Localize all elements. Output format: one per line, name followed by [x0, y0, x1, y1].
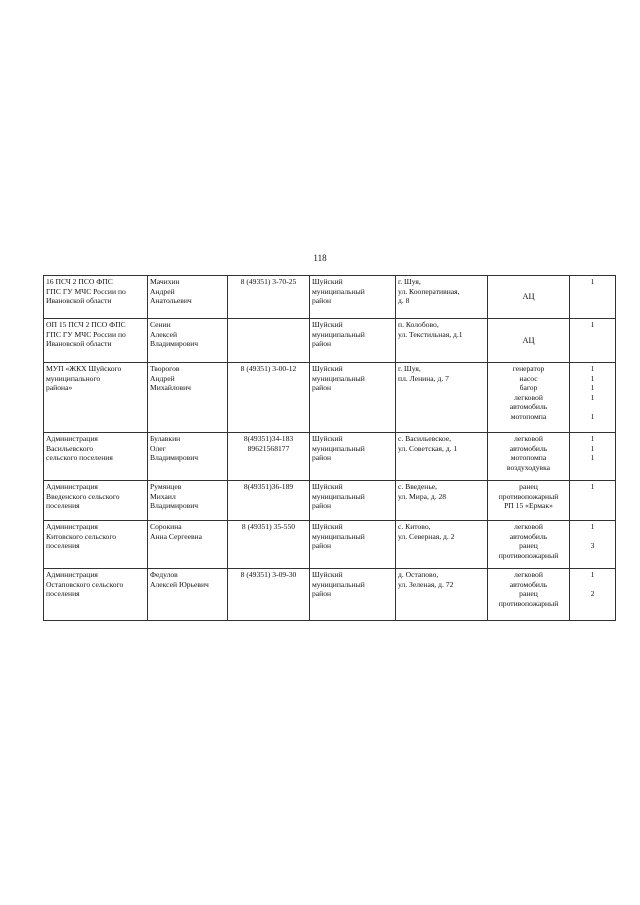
table-row [44, 481, 616, 521]
count-cell: 1 [570, 481, 616, 521]
district-cell: Шуйский муниципальный район [310, 319, 396, 363]
district-cell: Шуйский муниципальный район [310, 521, 396, 569]
table-row [44, 521, 616, 569]
head-cell: Сорокина Анна Сергеевна [148, 521, 228, 569]
count-cell: 1 [570, 276, 616, 319]
phone-cell: 8(49351)34-183 89621568177 [228, 433, 310, 481]
address-cell: г. Шуя, ул. Кооперативная, д. 8 [396, 276, 488, 319]
phone-cell: 8(49351)36-189 [228, 481, 310, 521]
table-row [44, 276, 616, 319]
address-cell: п. Колобово, ул. Текстильная, д.1 [396, 319, 488, 363]
phone-cell [228, 319, 310, 363]
phone-cell: 8 (49351) 3-70-25 [228, 276, 310, 319]
organization-cell: МУП «ЖКХ Шуйского муниципального района» [44, 363, 148, 433]
equipment-table [43, 275, 616, 621]
organization-cell: 16 ПСЧ 2 ПСО ФПС ГПС ГУ МЧС России по Ивановской области [44, 276, 148, 319]
phone-cell: 8 (49351) 3-00-12 [228, 363, 310, 433]
address-cell: с. Васильевское, ул. Советская, д. 1 [396, 433, 488, 481]
count-cell: 1 3 [570, 521, 616, 569]
equipment-cell: легковой автомобиль ранец противопожарный [488, 569, 570, 621]
equipment-cell: АЦ [488, 276, 570, 319]
head-cell: Творогов Андрей Михайлович [148, 363, 228, 433]
district-cell: Шуйский муниципальный район [310, 481, 396, 521]
address-cell: д. Остапово, ул. Зеленая, д. 72 [396, 569, 488, 621]
count-cell: 1 1 1 1 1 [570, 363, 616, 433]
organization-cell: Администрация Остаповского сельского поселения [44, 569, 148, 621]
phone-cell: 8 (49351) 3-09-30 [228, 569, 310, 621]
organization-cell: ОП 15 ПСЧ 2 ПСО ФПС ГПС ГУ МЧС России по Ивановской области [44, 319, 148, 363]
table-row [44, 363, 616, 433]
district-cell: Шуйский муниципальный район [310, 433, 396, 481]
table-row [44, 569, 616, 621]
district-cell: Шуйский муниципальный район [310, 363, 396, 433]
equipment-cell: генератор насос багор легковой автомобиль мотопомпа [488, 363, 570, 433]
head-cell: Булавкин Олег Владимирович [148, 433, 228, 481]
address-cell: с. Введенье, ул. Мира, д. 28 [396, 481, 488, 521]
head-cell: Румянцев Михаил Владимирович [148, 481, 228, 521]
district-cell: Шуйский муниципальный район [310, 569, 396, 621]
table-row [44, 433, 616, 481]
equipment-cell: ранец противопожарный РП 15 «Ермак» [488, 481, 570, 521]
head-cell: Мачихин Андрей Анатольевич [148, 276, 228, 319]
organization-cell: Администрация Введенского сельского поселения [44, 481, 148, 521]
organization-cell: Администрация Китовского сельского поселения [44, 521, 148, 569]
equipment-cell: легковой автомобиль мотопомпа воздуходувка [488, 433, 570, 481]
page-number: 118 [313, 253, 327, 263]
address-cell: г. Шуя, пл. Ленина, д. 7 [396, 363, 488, 433]
count-cell: 1 1 1 [570, 433, 616, 481]
organization-cell: Администрация Васильевского сельского поселения [44, 433, 148, 481]
equipment-cell: АЦ [488, 319, 570, 363]
head-cell: Сенин Алексей Владимирович [148, 319, 228, 363]
table-row [44, 319, 616, 363]
phone-cell: 8 (49351) 35-550 [228, 521, 310, 569]
count-cell: 1 [570, 319, 616, 363]
head-cell: Федулов Алексей Юрьевич [148, 569, 228, 621]
address-cell: с. Китово, ул. Северная, д. 2 [396, 521, 488, 569]
count-cell: 1 2 [570, 569, 616, 621]
district-cell: Шуйский муниципальный район [310, 276, 396, 319]
equipment-cell: легковой автомобиль ранец противопожарный [488, 521, 570, 569]
